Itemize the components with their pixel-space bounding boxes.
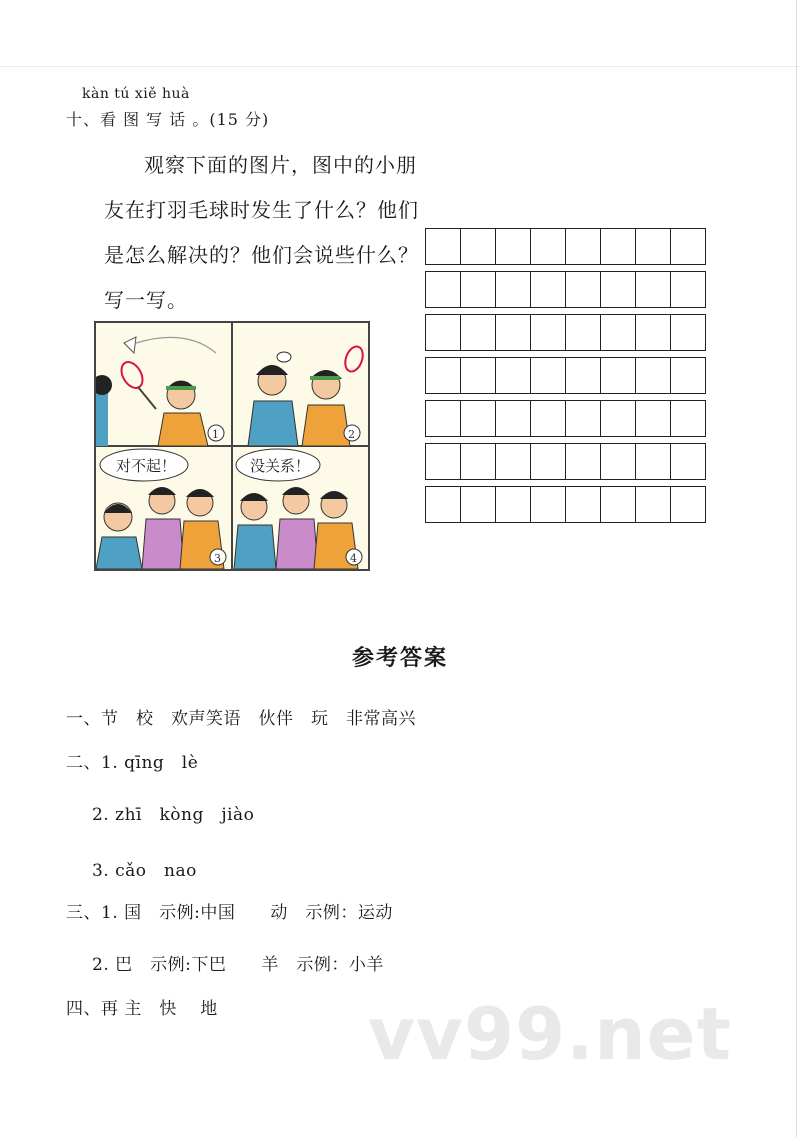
grid-cell: [426, 358, 461, 393]
grid-cell: [496, 358, 531, 393]
grid-cell: [671, 229, 706, 264]
grid-cell: [636, 358, 671, 393]
grid-cell: [531, 444, 566, 479]
writing-grid: [425, 228, 706, 529]
grid-cell: [601, 358, 636, 393]
grid-row: [425, 271, 706, 308]
grid-cell: [531, 358, 566, 393]
grid-cell: [531, 272, 566, 307]
panel-4-number: 4: [350, 552, 357, 565]
grid-cell: [426, 444, 461, 479]
grid-cell: [531, 487, 566, 522]
grid-cell: [636, 315, 671, 350]
question-paragraph: [104, 143, 434, 323]
grid-cell: [461, 444, 496, 479]
grid-cell: [601, 444, 636, 479]
grid-cell: [426, 272, 461, 307]
answer-line-3: 2. zhī kòng jiào: [92, 805, 255, 825]
racket: [117, 358, 147, 391]
question-title: 十、看 图 写 话 。(15 分): [66, 110, 270, 129]
grid-cell: [496, 315, 531, 350]
answer-line-2: 二、1. qīng lè: [66, 753, 199, 773]
answer-line-1: 一、节 校 欢声笑语 伙伴 玩 非常高兴: [66, 709, 416, 729]
answer-line-6: 2. 巴 示例:下巴 羊 示例：小羊: [92, 955, 384, 975]
question-pinyin: kàn tú xiě huà: [82, 86, 190, 102]
grid-cell: [601, 487, 636, 522]
page-right-edge: [796, 0, 797, 1137]
grid-cell: [461, 229, 496, 264]
grid-cell: [601, 315, 636, 350]
answer-line-4: 3. cǎo nao: [92, 861, 197, 881]
grid-cell: [636, 401, 671, 436]
grid-cell: [461, 487, 496, 522]
grid-cell: [566, 315, 601, 350]
grid-cell: [601, 272, 636, 307]
comic-panel-1: [96, 337, 224, 446]
comic-panels: [96, 323, 368, 569]
comic-panel-2: [248, 344, 366, 446]
grid-cell: [461, 358, 496, 393]
grid-cell: [636, 229, 671, 264]
grid-cell: [531, 229, 566, 264]
grid-cell: [566, 229, 601, 264]
grid-cell: [496, 272, 531, 307]
panel-1-number: 1: [212, 428, 219, 441]
answer-line-5: 三、1. 国 示例:中国 动 示例：运动: [66, 903, 393, 923]
grid-cell: [496, 444, 531, 479]
grid-cell: [671, 401, 706, 436]
grid-row: [425, 400, 706, 437]
grid-row: [425, 486, 706, 523]
grid-cell: [426, 401, 461, 436]
grid-cell: [496, 229, 531, 264]
grid-row: [425, 314, 706, 351]
comic-panel-4: [234, 449, 362, 569]
grid-cell: [566, 401, 601, 436]
panel-2-number: 2: [348, 428, 355, 441]
grid-cell: [531, 315, 566, 350]
watermark: vv99.net: [368, 992, 732, 1076]
panel-3-number: 3: [214, 552, 221, 565]
grid-row: [425, 228, 706, 265]
grid-cell: [636, 487, 671, 522]
answer-title: 参考答案: [351, 646, 448, 671]
panel-4-speech: 没关系！: [250, 457, 311, 475]
grid-cell: [671, 444, 706, 479]
grid-cell: [496, 487, 531, 522]
grid-cell: [636, 444, 671, 479]
grid-cell: [461, 401, 496, 436]
grid-cell: [461, 315, 496, 350]
grid-cell: [601, 401, 636, 436]
answer-line-7: 四、再 主 快 地: [66, 999, 218, 1019]
grid-cell: [566, 444, 601, 479]
grid-cell: [636, 272, 671, 307]
comic-panel-3: [96, 449, 226, 569]
grid-cell: [671, 272, 706, 307]
page-top-divider: [0, 66, 800, 67]
question-paragraph-text: 观察下面的图片，图中的小朋友在打羽毛球时发生了什么？他们是怎么解决的？他们会说些什么？写一写。: [104, 153, 419, 312]
grid-cell: [671, 315, 706, 350]
grid-cell: [496, 401, 531, 436]
grid-row: [425, 357, 706, 394]
grid-cell: [671, 358, 706, 393]
comic-illustration: [94, 321, 370, 571]
grid-row: [425, 443, 706, 480]
grid-cell: [531, 401, 566, 436]
grid-cell: [566, 487, 601, 522]
grid-cell: [426, 315, 461, 350]
grid-cell: [601, 229, 636, 264]
grid-cell: [566, 272, 601, 307]
grid-cell: [671, 487, 706, 522]
grid-cell: [426, 229, 461, 264]
panel-3-speech: 对不起！: [116, 457, 177, 475]
grid-cell: [426, 487, 461, 522]
grid-cell: [461, 272, 496, 307]
grid-cell: [566, 358, 601, 393]
